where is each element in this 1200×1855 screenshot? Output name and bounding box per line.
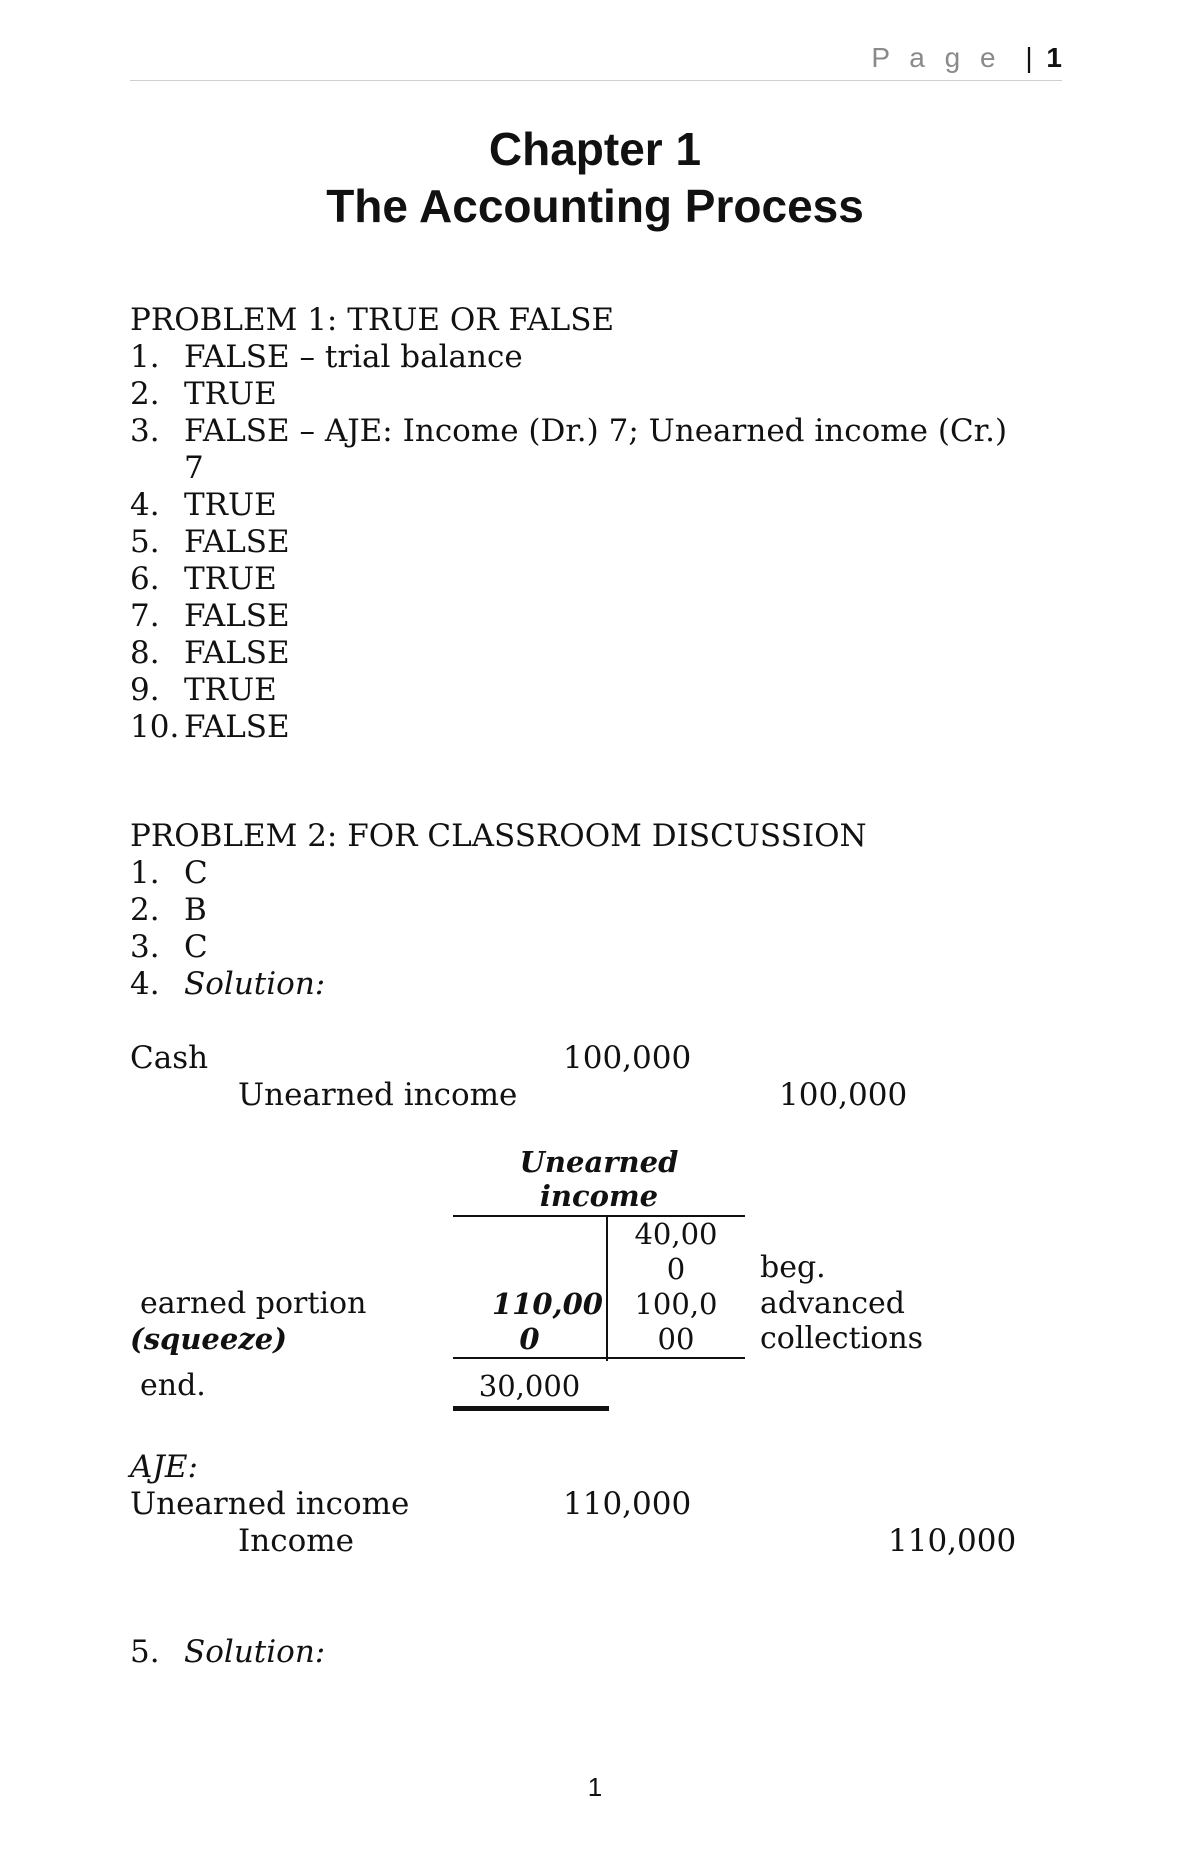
problem1-heading: PROBLEM 1: TRUE OR FALSE <box>130 302 615 338</box>
item-number: 5. <box>130 524 160 560</box>
beg-balance-label: beg. <box>760 1250 826 1285</box>
item-number: 3. <box>130 413 160 449</box>
item-text: FALSE <box>184 598 290 634</box>
item-text: Solution: <box>184 1634 326 1670</box>
earned-amount-part-a: 11 <box>492 1287 533 1321</box>
t-account-balance-rule <box>453 1357 745 1359</box>
beg-balance-amount-line2: 0 <box>666 1252 686 1286</box>
item-text: FALSE – AJE: Income (Dr.) 7; Unearned income (Cr.) <box>184 413 1008 449</box>
header-rule <box>130 80 1062 81</box>
footer-page-number: 1 <box>587 1772 603 1802</box>
item-text: FALSE <box>184 635 290 671</box>
credit-amount: 110,000 <box>888 1523 1017 1559</box>
earned-amount-part-b: 0,00 <box>532 1287 603 1321</box>
item-number: 2. <box>130 376 160 412</box>
page-separator: | <box>1025 42 1033 73</box>
item-number: 8. <box>130 635 160 671</box>
chapter-subtitle: The Accounting Process <box>326 180 864 232</box>
item-number: 5. <box>130 1634 160 1670</box>
item-text-continuation: 7 <box>184 450 204 486</box>
item-text: TRUE <box>184 487 277 523</box>
debit-amount: 110,000 <box>563 1486 692 1522</box>
item-number: 9. <box>130 672 160 708</box>
advanced-collections-label-line1: advanced <box>760 1286 906 1321</box>
item-text: FALSE <box>184 524 290 560</box>
item-number: 10. <box>130 709 180 745</box>
item-text: Solution: <box>184 966 326 1002</box>
credit-amount: 100,000 <box>779 1077 908 1113</box>
item-text: TRUE <box>184 672 277 708</box>
item-text: B <box>184 892 207 928</box>
item-number: 1. <box>130 339 160 375</box>
problem2-heading: PROBLEM 2: FOR CLASSROOM DISCUSSION <box>130 818 867 854</box>
debit-account: Cash <box>130 1040 209 1076</box>
chapter-title: Chapter 1 <box>488 123 702 175</box>
credit-account: Unearned income <box>238 1077 518 1113</box>
earned-portion-label: earned portion <box>140 1286 367 1321</box>
item-number: 3. <box>130 929 160 965</box>
t-account-total-rule <box>453 1406 609 1411</box>
beg-balance-amount-line1: 40,00 <box>634 1217 718 1251</box>
credit-account: Income <box>238 1523 354 1559</box>
debit-amount: 100,000 <box>563 1040 692 1076</box>
end-balance-amount: 30,000 <box>478 1369 581 1403</box>
item-text: FALSE <box>184 709 290 745</box>
t-account-title-line1: Unearned <box>519 1145 679 1179</box>
t-account-title-line2: income <box>539 1179 659 1213</box>
aje-label: AJE: <box>130 1449 198 1485</box>
page-label: P a g e <box>871 42 1002 73</box>
item-text: C <box>184 929 208 965</box>
advanced-collections-amount-line2: 00 <box>657 1322 695 1356</box>
item-number: 4. <box>130 966 160 1002</box>
item-number: 4. <box>130 487 160 523</box>
item-text: FALSE – trial balance <box>184 339 523 375</box>
item-text: TRUE <box>184 376 277 412</box>
item-number: 7. <box>130 598 160 634</box>
t-account-center-rule <box>606 1215 608 1361</box>
advanced-collections-label-line2: collections <box>760 1321 924 1356</box>
item-number: 1. <box>130 855 160 891</box>
item-number: 2. <box>130 892 160 928</box>
advanced-collections-amount-line1: 100,0 <box>634 1287 718 1321</box>
earned-portion-amount-line2: 0 <box>519 1322 540 1356</box>
end-balance-label: end. <box>140 1368 206 1403</box>
squeeze-label: (squeeze) <box>130 1322 287 1356</box>
item-text: TRUE <box>184 561 277 597</box>
header-page-number: 1 <box>1046 42 1062 73</box>
item-text: C <box>184 855 208 891</box>
item-number: 6. <box>130 561 160 597</box>
debit-account: Unearned income <box>130 1486 410 1522</box>
earned-portion-amount-line1 <box>453 1287 603 1322</box>
page-header <box>0 42 1062 74</box>
